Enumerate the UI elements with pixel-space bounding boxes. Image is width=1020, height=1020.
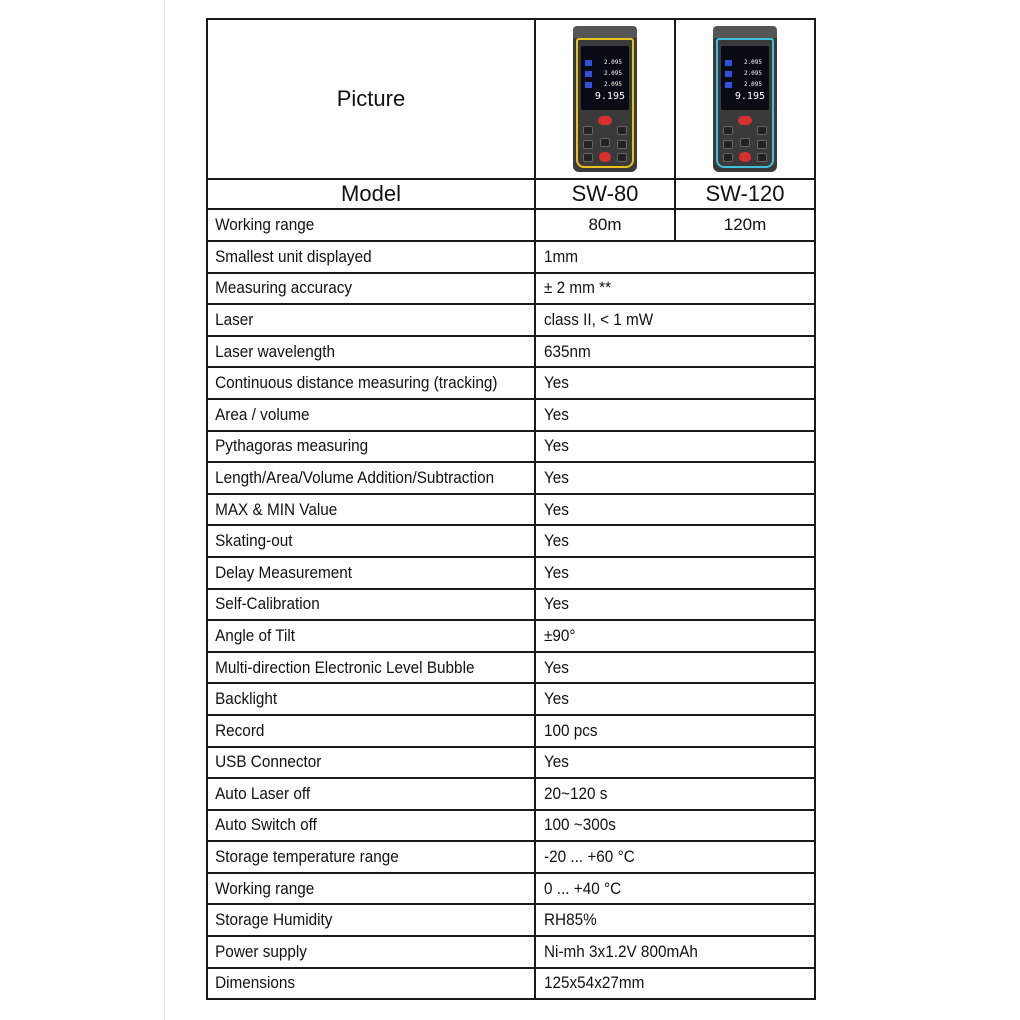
screen-line: 2.095: [585, 60, 625, 66]
table-row: [207, 431, 815, 463]
spec-label: Laser wavelength: [207, 336, 502, 368]
unit-button-icon: [583, 153, 593, 162]
minus-button-icon: [617, 126, 627, 135]
table-row: [207, 715, 815, 747]
spec-label: Working range: [207, 209, 502, 241]
picture-row: [207, 19, 815, 179]
spec-value: Yes: [544, 499, 569, 519]
spec-value-cell: [535, 841, 815, 873]
spec-value: 1mm: [544, 246, 579, 266]
product-image-sw-80: [535, 19, 675, 179]
spec-value: Yes: [544, 594, 569, 614]
spec-table: [206, 18, 816, 1000]
spec-value: -20 ... +60 °C: [544, 847, 635, 867]
table-row: [207, 810, 815, 842]
spec-value-cell: [535, 494, 815, 526]
table-row: [207, 904, 815, 936]
spec-value-cell: [535, 462, 815, 494]
spec-value: Yes: [544, 373, 569, 393]
table-row: [207, 683, 815, 715]
main-reading: 9.195: [594, 91, 625, 102]
spec-value-cell: [535, 241, 815, 273]
spec-label: USB Connector: [207, 747, 502, 779]
spec-label: Skating-out: [207, 525, 502, 557]
spec-value: Yes: [544, 467, 569, 487]
table-row: [207, 620, 815, 652]
spec-value-cell: [535, 620, 815, 652]
spec-value: 0 ... +40 °C: [544, 878, 622, 898]
table-row: [207, 652, 815, 684]
spec-value-cell: [535, 810, 815, 842]
spec-value: Ni-mh 3x1.2V 800mAh: [544, 941, 698, 961]
spec-value-cell: [535, 715, 815, 747]
spec-value-cell: [535, 652, 815, 684]
minus-button-icon: [757, 126, 767, 135]
laser-meter-image: [713, 26, 777, 172]
device-top-cap: [573, 26, 637, 38]
table-row: [207, 936, 815, 968]
spec-value-cell: [535, 936, 815, 968]
picture-label: Picture: [207, 19, 535, 179]
table-row: [207, 241, 815, 273]
plus-button-icon: [723, 126, 733, 135]
table-row: [207, 399, 815, 431]
spec-label: Smallest unit displayed: [207, 241, 502, 273]
table-row: [207, 304, 815, 336]
spec-label: Pythagoras measuring: [207, 431, 502, 463]
table-row: [207, 747, 815, 779]
spec-value-cell: [535, 431, 815, 463]
spec-label: Continuous distance measuring (tracking): [207, 367, 502, 399]
spec-value: Yes: [544, 404, 569, 424]
device-screen: [721, 46, 769, 110]
table-row: [207, 778, 815, 810]
model-name-sw-80: SW-80: [535, 179, 675, 209]
spec-value: Yes: [544, 689, 569, 709]
working-range-row: [207, 209, 815, 241]
memory-button-icon: [617, 153, 627, 162]
spec-label: Storage temperature range: [207, 841, 502, 873]
spec-label: Delay Measurement: [207, 557, 502, 589]
working-range-sw-120: 120m: [675, 209, 815, 241]
spec-value: RH85%: [544, 910, 597, 930]
table-row: [207, 589, 815, 621]
screen-line: 2.095: [585, 71, 625, 77]
reference-button-icon: [600, 138, 610, 147]
unit-button-icon: [723, 153, 733, 162]
model-name-sw-120: SW-120: [675, 179, 815, 209]
spec-label: Self-Calibration: [207, 589, 502, 621]
measure-button-icon: [598, 116, 612, 125]
spec-label: Backlight: [207, 683, 502, 715]
spec-value-cell: [535, 778, 815, 810]
product-image-sw-120: [675, 19, 815, 179]
table-row: [207, 841, 815, 873]
spec-value-cell: [535, 525, 815, 557]
spec-value: Yes: [544, 752, 569, 772]
spec-value: class II, < 1 mW: [544, 309, 654, 329]
screen-line: 2.095: [725, 60, 765, 66]
spec-label: Power supply: [207, 936, 502, 968]
spec-label: Laser: [207, 304, 502, 336]
spec-value-cell: [535, 904, 815, 936]
spec-value-cell: [535, 367, 815, 399]
spec-value-cell: [535, 968, 815, 1000]
spec-label: Measuring accuracy: [207, 273, 502, 305]
table-row: [207, 494, 815, 526]
settings-button-icon: [617, 140, 627, 149]
table-row: [207, 557, 815, 589]
spec-value: Yes: [544, 436, 569, 456]
spec-value: ± 2 mm **: [544, 278, 612, 298]
device-screen: [581, 46, 629, 110]
spec-value: 100 pcs: [544, 720, 598, 740]
spec-value: Yes: [544, 562, 569, 582]
plus-button-icon: [583, 126, 593, 135]
menu-button-icon: [583, 140, 593, 149]
measure-button-icon: [738, 116, 752, 125]
table-row: [207, 525, 815, 557]
power-button-icon: [599, 152, 611, 162]
spec-value-cell: [535, 399, 815, 431]
spec-label: Auto Laser off: [207, 778, 502, 810]
page-edge-divider: [164, 0, 165, 1020]
table-row: [207, 273, 815, 305]
spec-value-cell: [535, 273, 815, 305]
spec-value: 100 ~300s: [544, 815, 616, 835]
spec-label: Area / volume: [207, 399, 502, 431]
spec-label: Length/Area/Volume Addition/Subtraction: [207, 462, 502, 494]
settings-button-icon: [757, 140, 767, 149]
laser-meter-image: [573, 26, 637, 172]
table-row: [207, 968, 815, 1000]
model-row: [207, 179, 815, 209]
spec-value-cell: [535, 683, 815, 715]
spec-label: Dimensions: [207, 968, 502, 1000]
model-label: Model: [207, 179, 535, 209]
spec-value-cell: [535, 873, 815, 905]
spec-value: ±90°: [544, 625, 576, 645]
table-row: [207, 336, 815, 368]
spec-label: Angle of Tilt: [207, 620, 502, 652]
spec-label: Storage Humidity: [207, 904, 502, 936]
screen-line: 2.095: [725, 71, 765, 77]
spec-value-cell: [535, 589, 815, 621]
table-row: [207, 462, 815, 494]
screen-line: 2.095: [585, 82, 625, 88]
spec-value: Yes: [544, 657, 569, 677]
memory-button-icon: [757, 153, 767, 162]
spec-value: 635nm: [544, 341, 591, 361]
power-button-icon: [739, 152, 751, 162]
spec-label: Record: [207, 715, 502, 747]
spec-value-cell: [535, 304, 815, 336]
spec-value-cell: [535, 747, 815, 779]
main-reading: 9.195: [734, 91, 765, 102]
working-range-sw-80: 80m: [535, 209, 675, 241]
reference-button-icon: [740, 138, 750, 147]
table-row: [207, 873, 815, 905]
spec-label: Auto Switch off: [207, 810, 502, 842]
spec-value: 20~120 s: [544, 783, 608, 803]
spec-label: MAX & MIN Value: [207, 494, 502, 526]
menu-button-icon: [723, 140, 733, 149]
spec-value: Yes: [544, 531, 569, 551]
table-row: [207, 367, 815, 399]
spec-label: Multi-direction Electronic Level Bubble: [207, 652, 502, 684]
screen-line: 2.095: [725, 82, 765, 88]
spec-value-cell: [535, 557, 815, 589]
device-top-cap: [713, 26, 777, 38]
spec-label: Working range: [207, 873, 502, 905]
spec-value: 125x54x27mm: [544, 973, 645, 993]
spec-value-cell: [535, 336, 815, 368]
